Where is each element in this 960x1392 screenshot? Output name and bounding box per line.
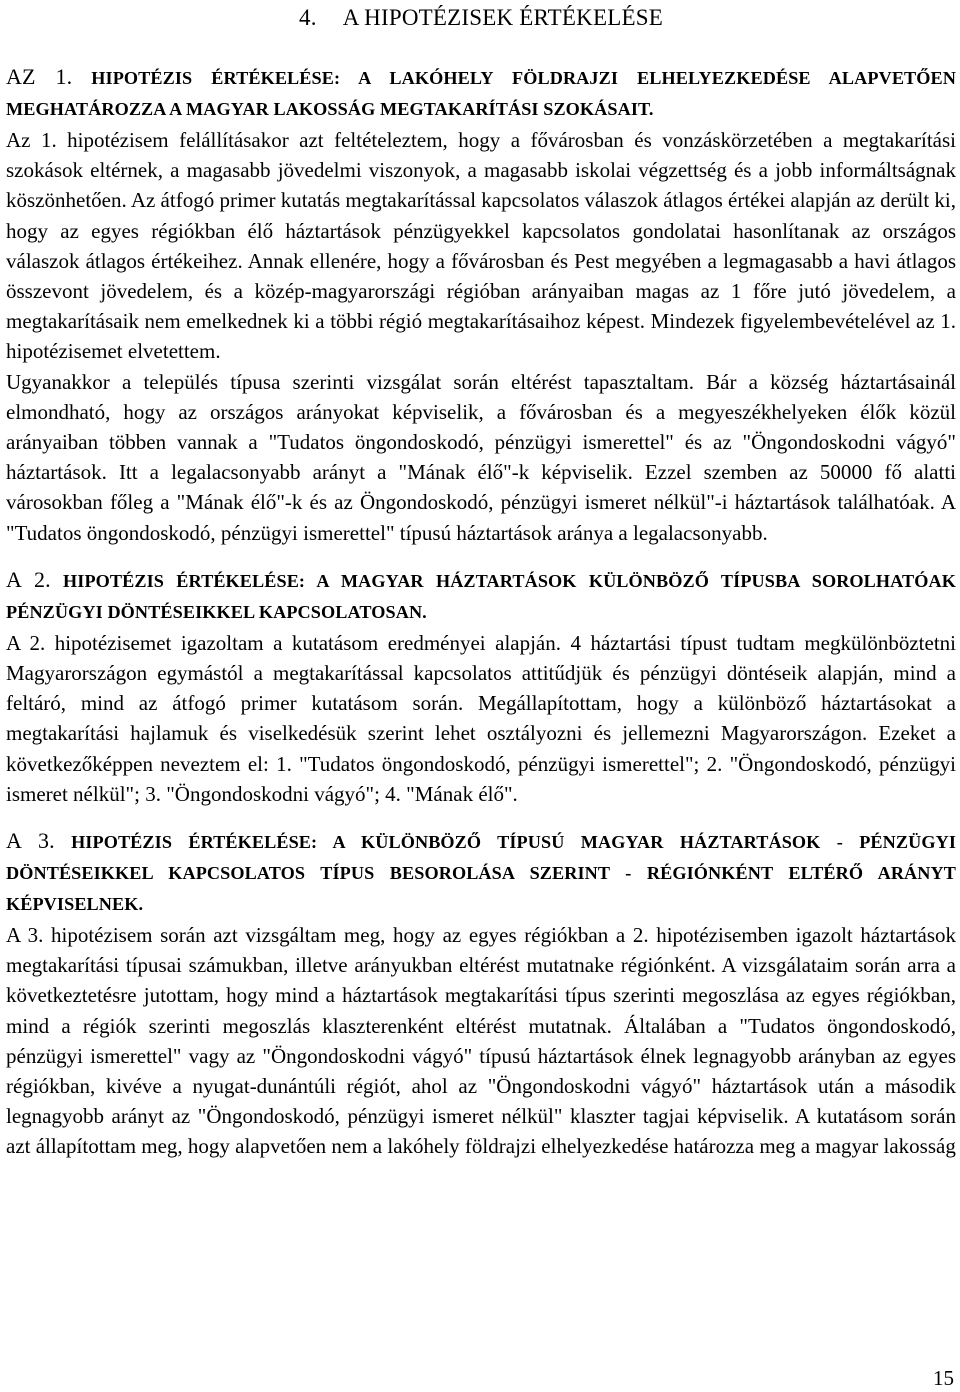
section-heading-text: HIPOTÉZIS ÉRTÉKELÉSE: A KÜLÖNBÖZŐ TÍPUSÚ MAGYAR HÁZTARTÁSOK - PÉNZÜGYI DÖNTÉSEIKKEL KAPCSOLATOS TÍPUS BESOROLÁSA SZERINT - RÉGIÓNKÉNT ELTÉRŐ ARÁNYT KÉPVISELNEK. — [6, 832, 957, 915]
section-heading-lead: A 2. — [6, 566, 51, 592]
paragraph: Ugyanakkor a település típusa szerinti vizsgálat során eltérést tapasztaltam. Bár a község háztartásainál elmondható, hogy az országos arányokat képviselik, a fővárosban és a megyeszékhelyeken élők közül arányaiban többen vannak a "Tudatos öngondoskodó, pénzügyi ismerettel" és az "Öngondoskodni vágyó" háztartások. Itt a legalacsonyabb arányt a "Mának élő"-k képviselik. Ezzel szemben az 50000 fő alatti városokban főleg a "Mának élő"-k és az Öngondoskodó, pénzügyi ismeret nélkül"-i háztartások találhatóak. A "Tudatos öngondoskodó, pénzügyi ismerettel" típusú háztartások aránya a legalacsonyabb. — [6, 369, 956, 545]
paragraph: Az 1. hipotézisem felállításakor azt feltételeztem, hogy a fővárosban és vonzáskörzetében a megtakarítási szokások eltérnek, a magasabb jövedelmi viszonyok, a magasabb iskolai végzettség és a jobb informáltságnak köszönhetően. Az átfogó primer kutatás megtakarítással kapcsolatos válaszok átlagos értékei alapján az derült ki, hogy az egyes régiókban élő háztartások pénzügyekkel kapcsolatos gondolatai hasonlítanak az országos válaszok átlagos értékeihez. Annak ellenére, hogy a fővárosban és Pest megyében a legmagasabb a havi átlagos összevont jövedelem, és a közép-magyarországi régióban arányaiban magas az 1 főre jutó jövedelem, a megtakarításaik nem emelkednek ki a többi régió megtakarításaihoz képest. Mindezek figyelembevételével az 1. hipotézisemet elvetettem. — [6, 128, 956, 364]
section-heading-1 — [6, 61, 956, 125]
section-heading-2 — [6, 564, 956, 628]
paragraph: A 2. hipotézisemet igazoltam a kutatásom eredményei alapján. 4 háztartási típust tudtam megkülönböztetni Magyarországon egymástól a megtakarítással kapcsolatos attitűdjük és pénzügyi döntéseik alapján, mind a feltáró, mind az átfogó primer kutatásom során. Megállapítottam, hogy a különböző háztartásokat a megtakarítási hajlamuk és viselkedésük szerint lehet osztályozni és jellemezni Magyarországon. Ezeket a következőképpen neveztem el: 1. "Tudatos öngondoskodó, pénzügyi ismerettel"; 2. "Öngondoskodó, pénzügyi ismeret nélkül"; 3. "Öngondoskodni vágyó"; 4. "Mának élő". — [6, 630, 956, 806]
section-heading-text: HIPOTÉZIS ÉRTÉKELÉSE: A LAKÓHELY FÖLDRAJZI ELHELYEZKEDÉSE ALAPVETŐEN MEGHATÁROZZA A MAGYAR LAKOSSÁG MEGTAKARÍTÁSI SZOKÁSAIT. — [6, 68, 956, 119]
page-number: 15 — [933, 1366, 954, 1390]
section-heading-lead: AZ 1. — [6, 64, 73, 89]
chapter-title — [6, 0, 956, 46]
document-page — [6, 0, 956, 1162]
section-heading-lead: A 3. — [6, 828, 55, 854]
section-heading-3 — [6, 825, 956, 920]
section-heading-text: HIPOTÉZIS ÉRTÉKELÉSE: A MAGYAR HÁZTARTÁSOK KÜLÖNBÖZŐ TÍPUSBA SOROLHATÓAK PÉNZÜGYI DÖNTÉSEIKKEL KAPCSOLATOSAN. — [6, 570, 957, 622]
chapter-title-text: A HIPOTÉZISEK ÉRTÉKELÉSE — [342, 5, 663, 30]
chapter-number: 4. — [299, 5, 317, 30]
paragraph: A 3. hipotézisem során azt vizsgáltam meg, hogy az egyes régiókban a 2. hipotézisemben igazolt háztartások megtakarítási típusai számukban, illetve arányukban eltérést mutatnake régiónként. A vizsgálataim során arra a következtetésre jutottam, hogy mind a háztartások megtakarítási típus szerinti megoszlása az egyes régiókban, mind a régiók szerinti megoszlás klaszterenként eltérést mutatnak. Általában a "Tudatos öngondoskodó, pénzügyi ismerettel" vagy az "Öngondoskodni vágyó" típusú háztartások élnek legnagyobb arányban az egyes régiókban, kivéve a nyugat-dunántúli régiót, ahol az "Öngondoskodni vágyó" háztartások után a második legnagyobb arányt az "Öngondoskodó, pénzügyi ismeret nélkül" klaszter tagjai képviselik. A kutatásom során azt állapítottam meg, hogy alapvetően nem a lakóhely földrajzi elhelyezkedése határozza meg a magyar lakosság — [6, 923, 956, 1159]
